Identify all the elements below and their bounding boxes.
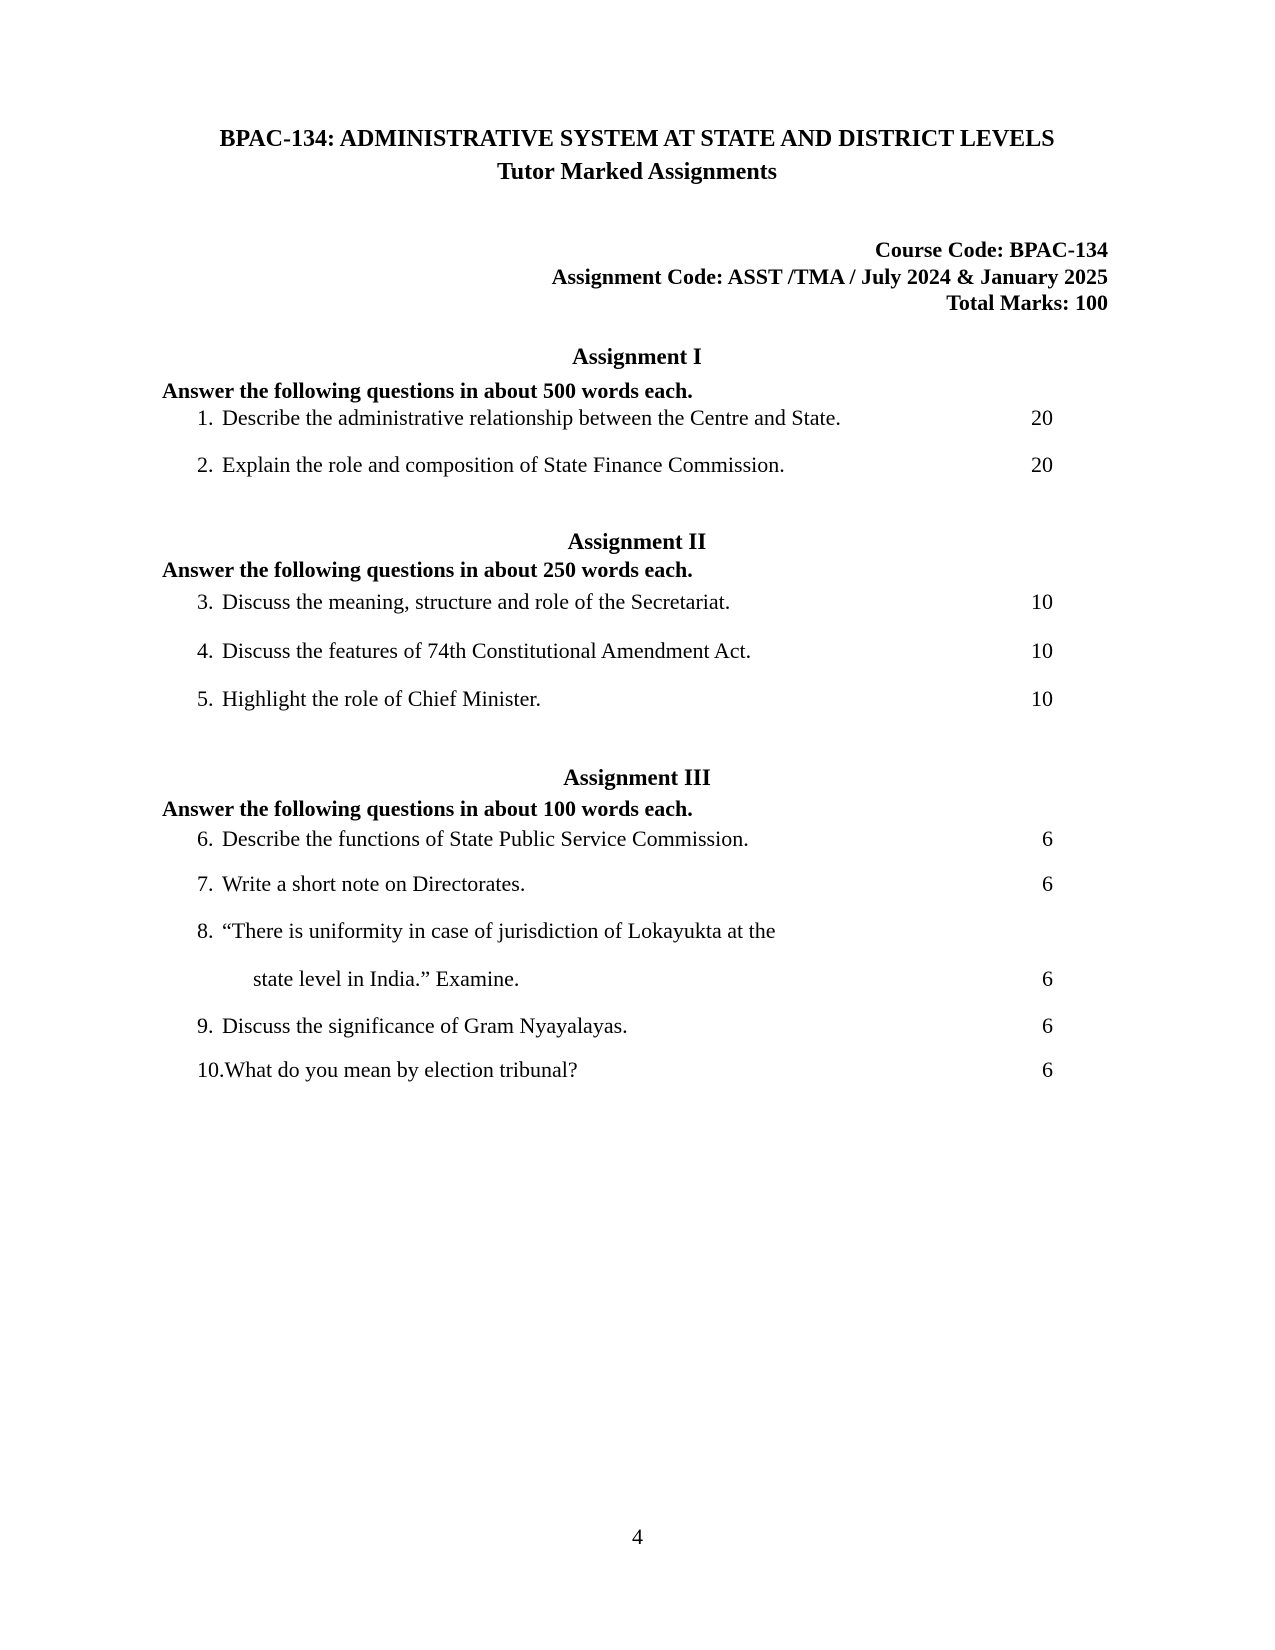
question-text: Explain the role and composition of State Finance Commission. (222, 452, 785, 477)
question-marks: 10 (1031, 686, 1053, 711)
section-heading-assignment-2: Assignment II (567, 529, 707, 554)
course-code: Course Code: BPAC-134 (874, 237, 1108, 262)
question-number: 7. (197, 871, 214, 896)
question-number: 3. (197, 589, 214, 614)
question-text: Discuss the significance of Gram Nyayalayas. (222, 1013, 628, 1038)
question-number: 5. (197, 686, 214, 711)
question-row-8-line-1 (197, 917, 1053, 945)
question-text: Describe the functions of State Public Service Commission. (222, 826, 749, 851)
question-text: Describe the administrative relationship between the Centre and State. (222, 405, 841, 430)
question-row-10 (197, 1056, 1053, 1084)
question-marks: 10 (1031, 589, 1053, 614)
question-marks: 20 (1031, 405, 1053, 430)
question-text: Highlight the role of Chief Minister. (222, 686, 541, 711)
question-text: Discuss the meaning, structure and role of the Secretariat. (222, 589, 731, 614)
assignment-code: Assignment Code: ASST /TMA / July 2024 & January 2025 (551, 264, 1108, 289)
total-marks: Total Marks: 100 (946, 290, 1108, 315)
document-subtitle: Tutor Marked Assignments (496, 159, 778, 185)
question-text-continuation: state level in India.” Examine. (253, 966, 520, 991)
question-marks: 10 (1031, 638, 1053, 663)
question-row-7 (197, 870, 1053, 898)
question-marks: 6 (1042, 1013, 1053, 1038)
question-text: Discuss the features of 74th Constitutional Amendment Act. (222, 638, 752, 663)
question-text: “There is uniformity in case of jurisdiction of Lokayukta at the (222, 918, 776, 943)
page-number: 4 (632, 1524, 643, 1549)
question-marks: 20 (1031, 452, 1053, 477)
question-row-3 (197, 588, 1053, 616)
section-heading-assignment-3: Assignment III (563, 765, 711, 790)
question-number: 9. (197, 1013, 214, 1038)
question-number: 6. (197, 826, 214, 851)
section-instruction-assignment-3: Answer the following questions in about 100 words each. (162, 796, 693, 821)
question-row-1 (197, 404, 1053, 432)
question-row-4 (197, 637, 1053, 665)
question-number: 4. (197, 638, 214, 663)
question-row-8-line-2 (253, 965, 1053, 993)
question-marks: 6 (1042, 826, 1053, 851)
question-number: 2. (197, 452, 214, 477)
question-row-2 (197, 451, 1053, 479)
question-marks: 6 (1042, 871, 1053, 896)
question-marks: 6 (1042, 966, 1053, 991)
section-instruction-assignment-1: Answer the following questions in about 500 words each. (162, 378, 693, 403)
question-number: 8. (197, 918, 214, 943)
question-marks: 6 (1042, 1057, 1053, 1082)
question-number: 1. (197, 405, 214, 430)
section-instruction-assignment-2: Answer the following questions in about 250 words each. (162, 557, 693, 582)
question-text: Write a short note on Directorates. (222, 871, 526, 896)
question-row-6 (197, 825, 1053, 853)
course-title: BPAC-134: ADMINISTRATIVE SYSTEM AT STATE AND DISTRICT LEVELS (219, 126, 1055, 152)
question-number: 10. (197, 1057, 225, 1082)
question-row-5 (197, 685, 1053, 713)
question-text: What do you mean by election tribunal? (224, 1057, 578, 1082)
question-row-9 (197, 1012, 1053, 1040)
section-heading-assignment-1: Assignment I (572, 344, 702, 369)
